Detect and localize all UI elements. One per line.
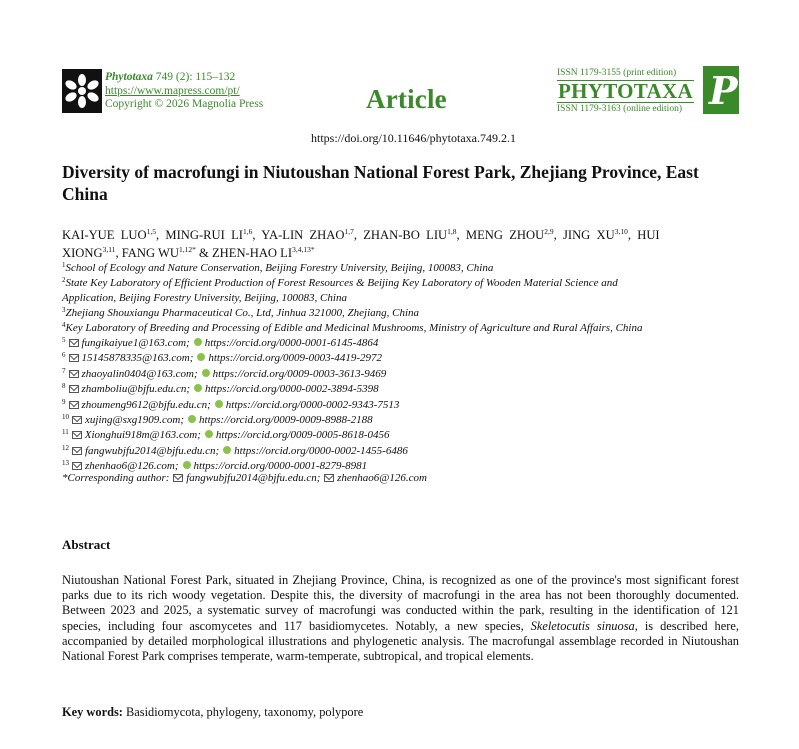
affiliation-line — [62, 261, 642, 276]
orcid-icon — [223, 446, 231, 454]
email-row — [62, 444, 408, 459]
author-name: , YA-LIN ZHAO — [252, 228, 345, 242]
affiliation-line — [62, 306, 642, 321]
journal-citation: Phytotaxa 749 (2): 115–132 — [105, 71, 236, 83]
species-name: Skeletocutis sinuosa — [530, 618, 635, 633]
author-superscript: 3,10 — [614, 227, 628, 236]
corresponding-label: *Corresponding author: — [62, 472, 170, 484]
author-line-1 — [62, 226, 740, 244]
affiliation-number: 2 — [62, 276, 66, 284]
orcid-icon — [215, 400, 223, 408]
affiliations — [62, 261, 642, 336]
author-superscript: 1,7 — [344, 227, 354, 236]
orcid-icon — [194, 338, 202, 346]
mail-icon — [69, 339, 79, 347]
magnolia-press-logo-icon — [62, 69, 102, 113]
mail-icon — [69, 385, 79, 393]
author-superscript: 2,9 — [544, 227, 554, 236]
email-row — [62, 336, 378, 351]
orcid-link[interactable]: https://orcid.org/0009-0005-8618-0456 — [215, 429, 390, 442]
affiliation-number: 3 — [62, 306, 66, 314]
phytotaxa-brand: PHYTOTAXA — [558, 79, 693, 103]
email-number: 7 — [62, 366, 66, 375]
author-name: , MING-RUI LI — [155, 228, 243, 242]
author-email[interactable]: zhamboliu@bjfu.edu.cn; — [81, 383, 190, 396]
orcid-link[interactable]: https://orcid.org/0000-0002-3894-5398 — [205, 383, 379, 396]
badge-letter: P — [709, 68, 738, 113]
affiliation-text: Zhejiang Shouxiangu Pharmaceutical Co., Ltd, Jinhua 321000, Zhejiang, China — [65, 307, 420, 319]
affiliation-number: 1 — [62, 261, 66, 269]
author-email[interactable]: 15145878335@163.com; — [81, 352, 194, 365]
author-name: XIONG — [62, 246, 103, 260]
journal-url-link[interactable]: https://www.mapress.com/pt/ — [105, 84, 240, 97]
email-row — [62, 367, 386, 382]
orcid-icon — [194, 384, 202, 392]
corresponding-author — [62, 471, 427, 486]
email-row — [62, 382, 379, 397]
mail-icon — [72, 462, 82, 470]
phytotaxa-p-logo-icon — [703, 66, 739, 114]
author-name: , FANG WU — [115, 246, 179, 260]
email-number: 13 — [62, 459, 69, 468]
corresponding-email-2[interactable]: zhenhao6@126.com — [337, 472, 427, 484]
author-name: , JING XU — [553, 228, 615, 242]
author-name: , HUI — [627, 228, 660, 242]
author-name: & ZHEN-HAO LI — [195, 246, 293, 260]
article-title: Diversity of macrofungi in Niutoushan National Forest Park, Zhejiang Province, East China — [62, 162, 699, 204]
mail-icon — [69, 401, 79, 409]
affiliation-text: School of Ecology and Nature Conservation, Beijing Forestry University, Beijing, 100083, China — [65, 262, 494, 274]
keywords — [62, 705, 363, 720]
author-name: , ZHAN-BO LIU — [353, 228, 448, 242]
journal-info — [105, 71, 263, 112]
mail-icon — [173, 474, 183, 482]
author-email[interactable]: xujing@sxg1909.com; — [85, 414, 185, 426]
mail-icon — [69, 354, 79, 362]
orcid-icon — [197, 353, 205, 361]
orcid-link[interactable]: https://orcid.org/0000-0001-6145-4864 — [204, 337, 379, 349]
mail-icon — [72, 431, 82, 439]
affiliation-line — [62, 276, 642, 291]
orcid-icon — [205, 430, 213, 438]
orcid-link[interactable]: https://orcid.org/0009-0009-8988-2188 — [199, 414, 373, 426]
abstract-heading: Abstract — [62, 537, 111, 552]
author-line-2 — [62, 244, 740, 262]
author-superscript: 3,11 — [102, 245, 116, 254]
author-superscript: 1,6 — [242, 227, 253, 236]
email-number: 5 — [62, 336, 66, 344]
email-number: 11 — [62, 428, 69, 437]
author-email[interactable]: fungikaiyue1@163.com; — [81, 337, 190, 349]
copyright-text: Copyright © 2026 Magnolia Press — [105, 98, 264, 110]
keywords-label: Key words: — [62, 705, 123, 719]
author-name: , MENG ZHOU — [456, 228, 545, 242]
affiliation-number: 4 — [62, 321, 66, 329]
email-row — [62, 398, 399, 413]
author-email[interactable]: zhenhao6@126.com; — [85, 460, 179, 473]
mail-icon — [72, 447, 82, 455]
author-email[interactable]: zhoumeng9612@bjfu.edu.cn; — [81, 398, 211, 411]
author-email[interactable]: fangwubjfu2014@bjfu.edu.cn; — [85, 444, 220, 457]
author-superscript: 1,12* — [179, 245, 196, 254]
orcid-link[interactable]: https://orcid.org/0000-0002-9343-7513 — [225, 398, 400, 411]
orcid-link[interactable]: https://orcid.org/0009-0003-3613-9469 — [212, 367, 387, 380]
email-row — [62, 351, 382, 366]
email-number: 9 — [62, 397, 66, 406]
corresponding-email-1[interactable]: fangwubjfu2014@bjfu.edu.cn; — [186, 472, 321, 484]
orcid-icon — [188, 415, 196, 423]
author-email[interactable]: Xionghui918m@163.com; — [84, 429, 201, 442]
affiliation-text: Key Laboratory of Breeding and Processing of Edible and Medicinal Mushrooms, Ministry of Agriculture and Rural Affairs, China — [65, 322, 643, 334]
mail-icon — [72, 416, 82, 424]
orcid-icon — [183, 461, 191, 469]
affiliation-text: State Key Laboratory of Efficient Production of Forest Resources & Beijing Key Laboratory of Wooden Material Science and — [65, 277, 618, 289]
mail-icon — [324, 474, 334, 482]
affiliation-line — [62, 291, 642, 306]
email-row — [62, 428, 390, 443]
keywords-text: Basidiomycota, phylogeny, taxonomy, polypore — [122, 705, 364, 719]
author-superscript: 1,8 — [447, 227, 457, 236]
issn-online: ISSN 1179-3163 (online edition) — [557, 104, 682, 114]
abstract-body — [62, 573, 739, 664]
mail-icon — [69, 370, 79, 378]
affiliation-text: Application, Beijing Forestry University, Beijing, 100083, China — [62, 292, 347, 304]
email-number: 10 — [62, 413, 69, 421]
author-superscript: 1,5 — [146, 227, 156, 236]
article-type-label: Article — [366, 84, 447, 114]
author-list — [62, 226, 740, 262]
author-name: KAI-YUE LUO — [62, 228, 147, 242]
abstract-text-2: , is described here, accompanied by detailed morphological illustrations and phylogenetic analysis. The macrofungal assemblage recorded in Niutoushan National Forest Park comprises temperate, warm-temperate, subtropical, and tropical elements. — [62, 618, 739, 664]
author-superscript: 3,4,13* — [292, 245, 315, 254]
abstract-text-1: Niutoushan National Forest Park, situated in Zhejiang Province, China, is recognized as one of the province's most significant forest parks due to its rich woody vegetation. Despite this, the diversity of macrofungi in the area has not been thoroughly documented. Between 2023 and 2025, a systematic survey of macrofungi was conducted within the park, resulting in the identification of 121 species, including four ascomycetes and 117 basidiomycetes. Notably, a new species, — [62, 573, 739, 633]
issn-print: ISSN 1179-3155 (print edition) — [557, 68, 677, 78]
email-number: 6 — [62, 351, 66, 360]
doi-link[interactable]: https://doi.org/10.11646/phytotaxa.749.2.1 — [311, 131, 516, 145]
orcid-link[interactable]: https://orcid.org/0000-0001-8279-8981 — [193, 460, 368, 473]
affiliation-line — [62, 321, 642, 336]
email-number: 12 — [62, 443, 69, 452]
orcid-link[interactable]: https://orcid.org/0009-0003-4419-2972 — [208, 352, 383, 365]
author-email[interactable]: zhaoyalin0404@163.com; — [81, 367, 198, 380]
orcid-icon — [202, 369, 210, 377]
email-row — [62, 413, 373, 428]
email-number: 8 — [62, 382, 66, 391]
orcid-link[interactable]: https://orcid.org/0000-0002-1455-6486 — [234, 444, 408, 457]
